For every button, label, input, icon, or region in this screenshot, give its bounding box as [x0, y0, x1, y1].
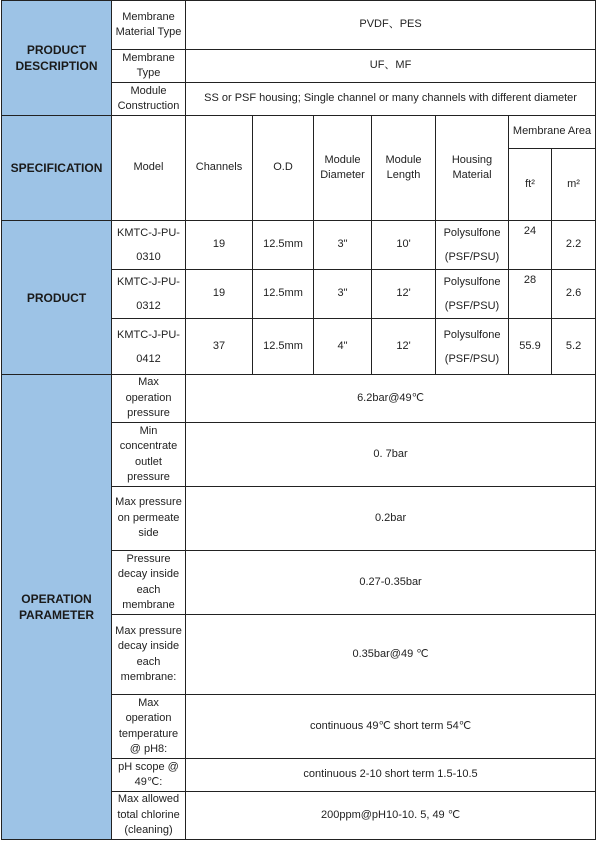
description-value: PVDF、PES [186, 1, 596, 50]
description-value: UF、MF [186, 50, 596, 83]
operation-value: 6.2bar@49℃ [186, 375, 596, 423]
description-label: Module Construction [112, 83, 186, 116]
description-row [2, 1, 596, 50]
operation-label: Min concentrate outlet pressure [112, 423, 186, 487]
product-ft2: 24 [509, 221, 552, 270]
header-od: O.D [253, 116, 314, 221]
section-specification: SPECIFICATION [2, 116, 112, 221]
description-label: Membrane Type [112, 50, 186, 83]
header-model: Model [112, 116, 186, 221]
product-model: KMTC-J-PU-0312 [112, 270, 186, 319]
housing-material-name: Polysulfone [443, 276, 501, 288]
product-length: 12' [372, 319, 436, 375]
product-m2: 2.2 [552, 221, 596, 270]
spec-header-row [2, 116, 596, 149]
product-model: KMTC-J-PU-0412 [112, 319, 186, 375]
product-housing [436, 221, 509, 270]
product-housing [436, 270, 509, 319]
header-membrane-area: Membrane Area [509, 116, 596, 149]
housing-material-code: (PSF/PSU) [444, 352, 500, 365]
operation-label: Max operation pressure [112, 375, 186, 423]
operation-value: continuous 2-10 short term 1.5-10.5 [186, 759, 596, 792]
header-housing-material: Housing Material [436, 116, 509, 221]
header-module-diameter: Module Diameter [314, 116, 372, 221]
operation-value: 200ppm@pH10-10. 5, 49 ℃ [186, 792, 596, 840]
header-module-length: Module Length [372, 116, 436, 221]
product-od: 12.5mm [253, 270, 314, 319]
header-ft2: ft² [509, 149, 552, 221]
housing-material-code: (PSF/PSU) [444, 300, 500, 312]
product-diameter: 3" [314, 270, 372, 319]
product-channels: 19 [186, 270, 253, 319]
operation-row [2, 375, 596, 423]
operation-label: Pressure decay inside each membrane [112, 551, 186, 615]
product-diameter: 4" [314, 319, 372, 375]
product-od: 12.5mm [253, 319, 314, 375]
operation-value: continuous 49℃ short term 54℃ [186, 695, 596, 759]
description-label: Membrane Material Type [112, 1, 186, 50]
section-product: PRODUCT [2, 221, 112, 375]
housing-material-name: Polysulfone [443, 328, 501, 341]
operation-label: Max allowed total chlorine (cleaning) [112, 792, 186, 840]
section-product-description: PRODUCT DESCRIPTION [2, 1, 112, 116]
membrane-spec-table [1, 0, 596, 840]
operation-value: 0.27-0.35bar [186, 551, 596, 615]
section-operation-parameter: OPERATION PARAMETER [2, 375, 112, 840]
product-row [2, 221, 596, 270]
product-diameter: 3" [314, 221, 372, 270]
operation-label: Max pressure on permeate side [112, 487, 186, 551]
header-m2: m² [552, 149, 596, 221]
product-model: KMTC-J-PU-0310 [112, 221, 186, 270]
product-od: 12.5mm [253, 221, 314, 270]
operation-label: pH scope @ 49℃: [112, 759, 186, 792]
product-length: 10' [372, 221, 436, 270]
product-length: 12' [372, 270, 436, 319]
product-channels: 37 [186, 319, 253, 375]
product-channels: 19 [186, 221, 253, 270]
operation-value: 0. 7bar [186, 423, 596, 487]
header-channels: Channels [186, 116, 253, 221]
product-housing [436, 319, 509, 375]
operation-label: Max operation temperature @ pH8: [112, 695, 186, 759]
housing-material-code: (PSF/PSU) [444, 251, 500, 263]
operation-label: Max pressure decay inside each membrane: [112, 615, 186, 695]
product-m2: 5.2 [552, 319, 596, 375]
housing-material-name: Polysulfone [443, 227, 501, 239]
product-m2: 2.6 [552, 270, 596, 319]
operation-value: 0.35bar@49 ℃ [186, 615, 596, 695]
operation-value: 0.2bar [186, 487, 596, 551]
product-ft2: 55.9 [509, 319, 552, 375]
description-value: SS or PSF housing; Single channel or many channels with different diameter [186, 83, 596, 116]
product-ft2: 28 [509, 270, 552, 319]
